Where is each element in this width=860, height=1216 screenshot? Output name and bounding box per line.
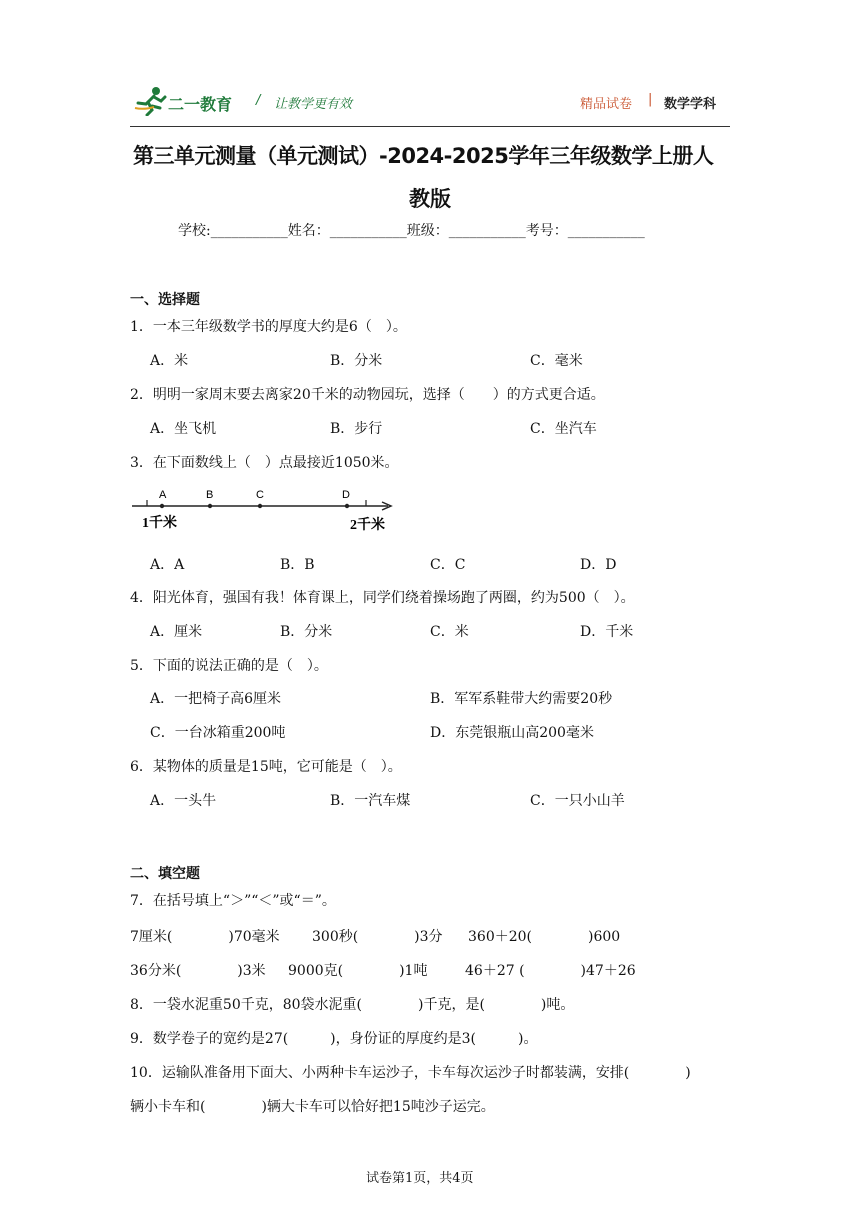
label-d: D (342, 489, 350, 501)
question-4-option-c: C．米 (430, 624, 469, 640)
page-title-line2: 教版 (409, 187, 451, 211)
question-7-item-4: 36分米( )3米 (130, 963, 266, 979)
question-5-option-a: A．一把椅子高6厘米 (150, 691, 282, 707)
question-10-stem-line2: 辆小卡车和( )辆大卡车可以恰好把15吨沙子运完。 (130, 1099, 495, 1115)
label-c: C (256, 489, 264, 501)
tag-subject: 数学学科 (664, 97, 717, 112)
question-5-option-b: B．军军系鞋带大约需要20秒 (430, 691, 613, 707)
question-7-item-6: 46＋27 ( )47＋26 (465, 963, 636, 979)
question-8-stem: 8．一袋水泥重50千克，80袋水泥重( )千克，是( )吨。 (130, 997, 575, 1013)
question-1-option-a: A．米 (150, 353, 189, 369)
question-7-item-3: 360＋20( )600 (468, 929, 621, 945)
question-5-option-c: C．一台冰箱重200吨 (150, 725, 286, 741)
question-10-stem-line1: 10．运输队准备用下面大、小两种卡车运沙子，卡车每次运沙子时都装满，安排( ) (130, 1065, 691, 1081)
question-1-option-c: C．毫米 (530, 353, 583, 369)
question-2-option-b: B．步行 (330, 421, 383, 437)
question-1-option-b: B．分米 (330, 353, 383, 369)
section-choice-title: 一、选择题 (130, 292, 200, 308)
label-b: B (206, 489, 214, 501)
question-2-option-a: A．坐飞机 (150, 421, 217, 437)
question-3-option-d: D．D (580, 557, 617, 573)
slogan-slash: / (256, 93, 261, 108)
question-7-stem: 7．在括号填上“＞”“＜”或“＝”。 (130, 893, 336, 909)
label-1km: 1千米 (142, 516, 177, 531)
question-4-option-b: B．分米 (280, 624, 333, 640)
section-fill-title: 二、填空题 (130, 866, 200, 882)
question-2-stem: 2．明明一家周末要去离家20千米的动物园玩，选择（ ）的方式更合适。 (130, 387, 605, 403)
question-4-option-a: A．厘米 (150, 624, 203, 640)
question-5-stem: 5．下面的说法正确的是（ ）。 (130, 658, 328, 674)
question-1-stem: 1．一本三年级数学书的厚度大约是6（ ）。 (130, 319, 407, 335)
page-footer: 试卷第1页，共4页 (366, 1171, 474, 1186)
student-info-line: 学校:___________姓名：___________班级：___________考号：___________ (178, 223, 645, 239)
logo-text: 二一教育 (168, 95, 233, 114)
question-6-option-a: A．一头牛 (150, 793, 217, 809)
number-line-figure (130, 484, 400, 536)
question-6-option-b: B．一汽车煤 (330, 793, 411, 809)
point-a (160, 504, 164, 508)
page-title-line1: 第三单元测量（单元测试）-2024-2025学年三年级数学上册人 (133, 144, 714, 168)
point-b (208, 504, 212, 508)
question-6-stem: 6．某物体的质量是15吨，它可能是（ ）。 (130, 759, 402, 775)
question-3-option-b: B．B (280, 557, 315, 573)
question-6-option-c: C．一只小山羊 (530, 793, 625, 809)
question-7-item-2: 300秒( )3分 (312, 929, 443, 945)
question-2-option-c: C．坐汽车 (530, 421, 597, 437)
tag-separator: | (648, 92, 653, 107)
question-3-option-c: C．C (430, 557, 466, 573)
point-c (258, 504, 262, 508)
question-4-stem: 4．阳光体育，强国有我！体育课上，同学们绕着操场跑了两圈，约为500（ ）。 (130, 590, 635, 606)
question-7-item-5: 9000克( )1吨 (288, 963, 428, 979)
logo-runner-icon (134, 86, 168, 116)
question-3-option-a: A．A (150, 557, 185, 573)
question-9-stem: 9．数学卷子的宽约是27( )，身份证的厚度约是3( )。 (130, 1031, 538, 1047)
tag-premium: 精品试卷 (580, 97, 633, 112)
slogan: 让教学更有效 (274, 97, 353, 112)
label-2km: 2千米 (350, 518, 385, 533)
question-4-option-d: D．千米 (580, 624, 634, 640)
question-5-option-d: D．东莞银瓶山高200毫米 (430, 725, 594, 741)
question-7-item-1: 7厘米( )70毫米 (130, 929, 280, 945)
header-rule (130, 126, 730, 127)
label-a: A (159, 489, 167, 501)
question-3-stem: 3．在下面数线上（ ）点最接近1050米。 (130, 455, 399, 471)
point-d (345, 504, 349, 508)
